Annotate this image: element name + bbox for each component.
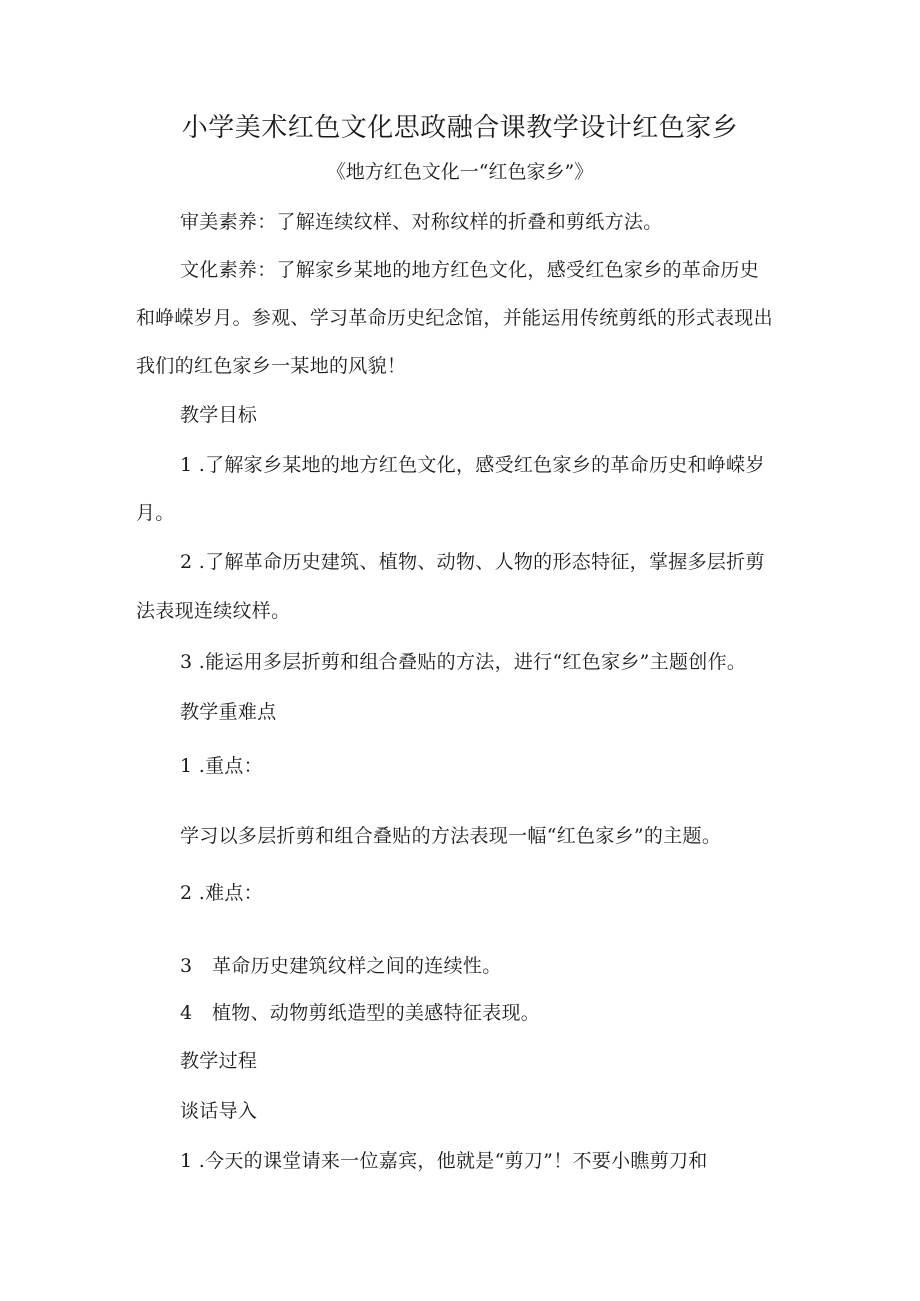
difficult-point-item-4 <box>180 1001 540 1025</box>
item-number: 3 <box>180 955 193 977</box>
intro-step-1-line: 1 .今天的课堂请来一位嘉宾，他就是“剪刀”！不要小瞧剪刀和 <box>180 1150 708 1172</box>
aesthetic-literacy-line: 审美素养：了解连续纹样、对称纹样的折叠和剪纸方法。 <box>180 211 663 233</box>
heading-teaching-process: 教学过程 <box>180 1050 258 1072</box>
difficult-point-label: 2 .难点： <box>180 882 263 904</box>
cultural-literacy-line-1: 文化素养：了解家乡某地的地方红色文化，感受红色家乡的革命历史 <box>180 259 760 281</box>
cultural-literacy-line-3: 我们的红色家乡一某地的风貌！ <box>136 355 407 377</box>
heading-teaching-goals: 教学目标 <box>180 404 258 426</box>
item-text: 植物、动物剪纸造型的美感特征表现。 <box>212 1002 541 1024</box>
heading-conversation-intro: 谈话导入 <box>180 1100 258 1122</box>
cultural-literacy-line-2: 和峥嵘岁月。参观、学习革命历史纪念馆，并能运用传统剪纸的形式表现出 <box>136 307 773 329</box>
item-text: 革命历史建筑纹样之间的连续性。 <box>212 955 502 977</box>
document-subtitle: 《地方红色文化一“红色家乡”》 <box>326 161 594 183</box>
goal-1-line-2: 月。 <box>136 502 175 524</box>
goal-2-line-2: 法表现连续纹样。 <box>136 600 291 622</box>
goal-1-line-1: 1 .了解家乡某地的地方红色文化，感受红色家乡的革命历史和峥嵘岁 <box>180 454 765 476</box>
key-point-text: 学习以多层折剪和组合叠贴的方法表现一幅“红色家乡”的主题。 <box>180 825 722 847</box>
heading-key-difficult-points: 教学重难点 <box>180 701 277 723</box>
difficult-point-item-3 <box>180 954 502 978</box>
item-number: 4 <box>180 1002 193 1024</box>
goal-2-line-1: 2 .了解革命历史建筑、植物、动物、人物的形态特征，掌握多层折剪 <box>180 551 765 573</box>
key-point-label: 1 .重点： <box>180 755 263 777</box>
document-title: 小学美术红色文化思政融合课教学设计红色家乡 <box>181 113 739 143</box>
goal-3-line: 3 .能运用多层折剪和组合叠贴的方法，进行“红色家乡”主题创作。 <box>180 651 747 673</box>
